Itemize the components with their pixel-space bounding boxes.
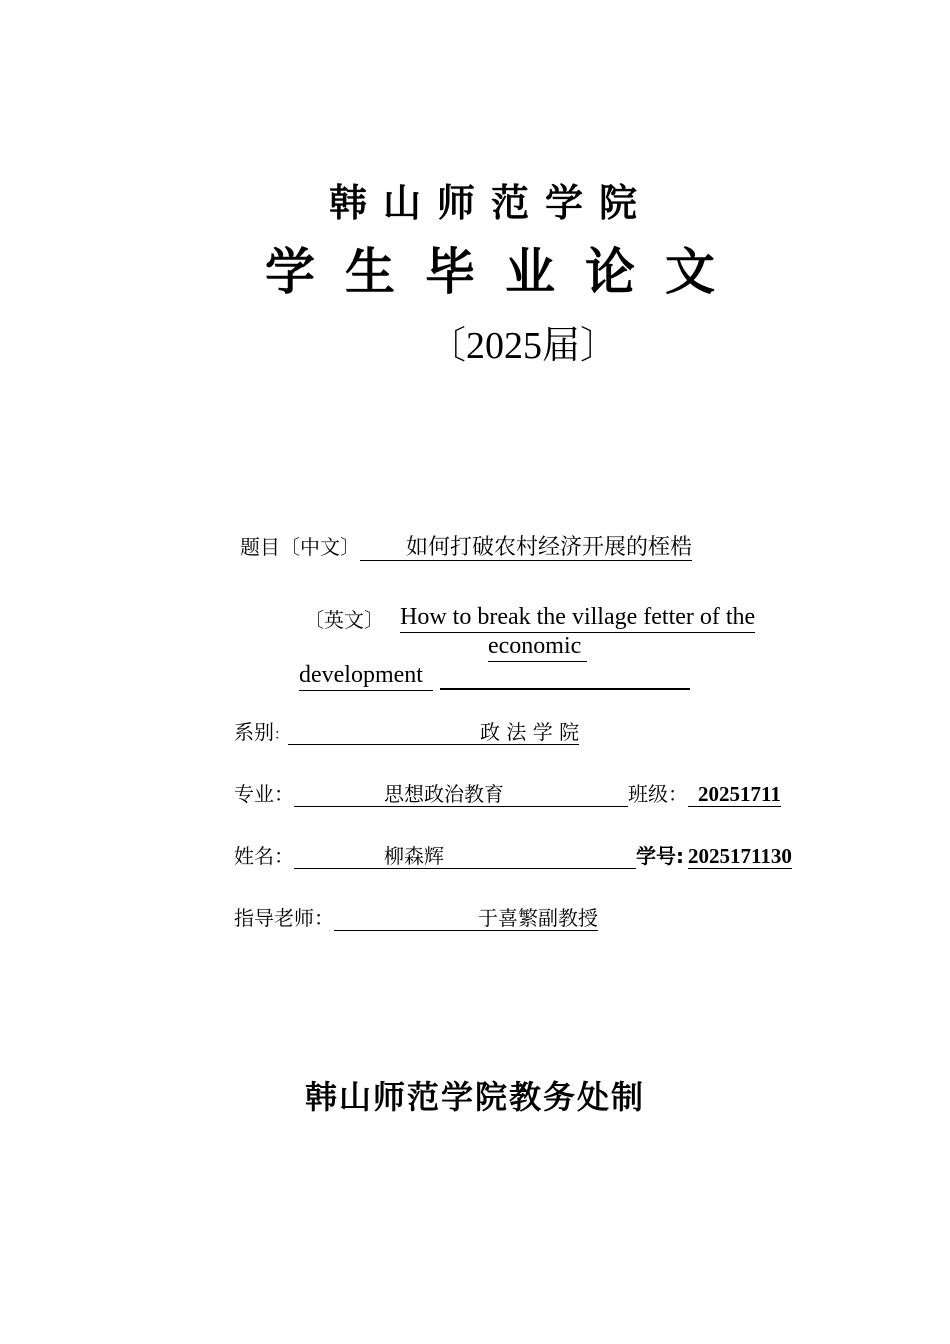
thesis-title: 学生毕业论文 [265, 242, 745, 301]
name-row [234, 840, 792, 869]
title-en-line-2-text: economic [488, 633, 587, 662]
major-value: 思想政治教育 [294, 783, 628, 807]
department-colon: ： [274, 727, 288, 743]
student-id-label: 学号: [636, 844, 684, 868]
graduation-year: 〔2025届〕 [428, 325, 619, 367]
title-cn-value: 如何打破农村经济开展的桎梏 [360, 535, 692, 561]
title-cn-label: 题目〔中文〕 [240, 535, 360, 559]
issuing-office: 韩山师范学院教务处制 [304, 1078, 645, 1116]
title-en-line-3-text: development [299, 662, 433, 691]
advisor-value: 于喜繁副教授 [334, 907, 598, 931]
department-row [234, 716, 579, 745]
title-en-line-1 [400, 604, 755, 633]
major-label: 专业： [234, 782, 294, 806]
title-en-line-3 [299, 662, 433, 691]
advisor-label: 指导老师： [234, 906, 334, 930]
title-cn-row [240, 531, 692, 561]
title-en-label: 〔英文〕 [304, 608, 384, 632]
class-value: 20251711 [688, 782, 781, 807]
school-name: 韩山师范学院 [328, 180, 653, 225]
department-label: 系别 [234, 720, 274, 744]
advisor-row [234, 902, 598, 931]
student-id-value: 2025171130 [688, 844, 792, 868]
title-en-line-1-text: How to break the village fetter of the [400, 604, 755, 633]
major-row [234, 778, 781, 807]
title-en-line-2 [488, 633, 587, 662]
class-label: 班级： [628, 782, 688, 806]
title-en-underline [440, 688, 690, 690]
department-value: 政 法 学 院 [288, 721, 579, 745]
name-label: 姓名： [234, 844, 294, 868]
name-value: 柳森辉 [294, 845, 636, 869]
